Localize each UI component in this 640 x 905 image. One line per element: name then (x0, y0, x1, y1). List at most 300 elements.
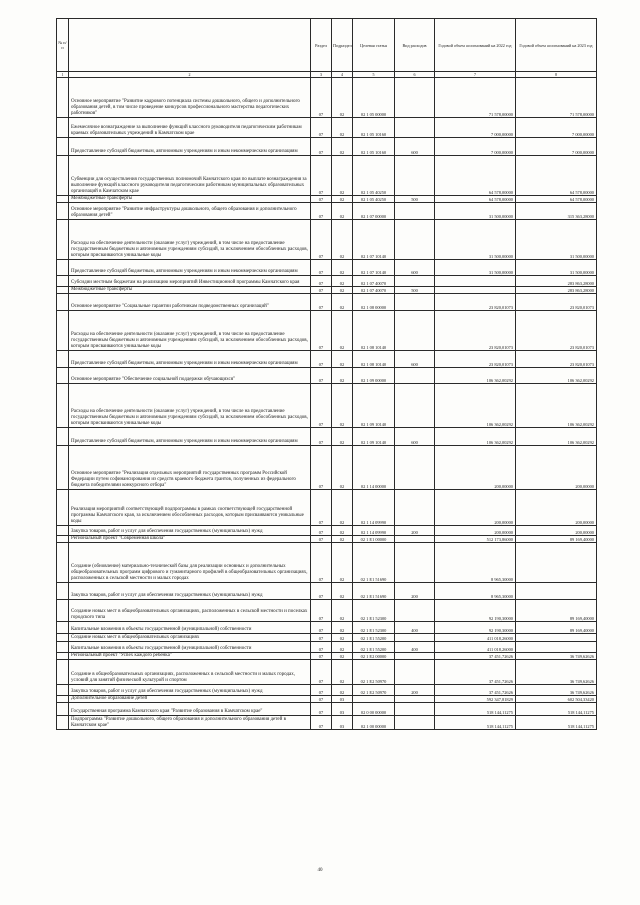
row-name-cell: Создание (обновление) материально-технической базы для реализации основных и дополнительных общеобразовательных программ цифрового и гуманитарного профилей в общеобразовательных организациях, расположенных в сельской местности и малых городах (69, 543, 311, 583)
table-row (57, 600, 597, 622)
row-name-cell: Предоставление субсидий бюджетным, автономным учреждениям и иным некоммерческим организациям (69, 138, 311, 156)
row-num-cell (57, 543, 69, 583)
row-target-cell: 02 1 E2 00000 (353, 653, 395, 660)
header-name (69, 19, 311, 72)
row-volume-2023-cell: 64 578,00000 (516, 196, 597, 203)
row-volume-2022-cell: 64 578,00000 (435, 156, 516, 196)
row-name-cell: Закупка товаров, работ и услуг для обеспечения государственных (муниципальных) нужд (69, 583, 311, 600)
header-section: Раздел (311, 19, 332, 72)
table-row (57, 490, 597, 526)
row-volume-2022-cell (435, 276, 516, 287)
row-target-cell: 02 1 05 10160 (353, 138, 395, 156)
table-row (57, 583, 597, 600)
row-volume-2022-cell: 8 965,30000 (435, 583, 516, 600)
row-volume-2022-cell: 200,00000 (435, 446, 516, 490)
row-expense-type-cell: 600 (395, 260, 435, 276)
row-expense-type-cell (395, 446, 435, 490)
row-section-cell: 07 (311, 490, 332, 526)
row-subsection-cell: 02 (332, 203, 353, 220)
table-row (57, 716, 597, 730)
row-volume-2023-cell: 36 749,62626 (516, 660, 597, 685)
row-num-cell (57, 703, 69, 716)
column-number: 2 (69, 72, 311, 78)
row-name-cell: Закупка товаров, работ и услуг для обеспечения государственных (муниципальных) нужд (69, 526, 311, 536)
row-volume-2023-cell (516, 543, 597, 583)
table-row (57, 653, 597, 660)
row-volume-2023-cell: 64 578,00000 (516, 156, 597, 196)
table-row (57, 368, 597, 384)
row-volume-2023-cell: 106 362,00292 (516, 384, 597, 428)
row-target-cell: 02 1 00 00000 (353, 716, 395, 730)
row-volume-2023-cell (516, 583, 597, 600)
row-subsection-cell: 02 (332, 685, 353, 696)
row-target-cell: 02 1 08 10140 (353, 351, 395, 368)
row-section-cell: 07 (311, 716, 332, 730)
page-number: 40 (317, 868, 323, 873)
row-num-cell (57, 583, 69, 600)
row-volume-2023-cell: 283 863,28000 (516, 287, 597, 294)
row-name-cell: Региональный проект "Успех каждого ребенка" (69, 653, 311, 660)
row-expense-type-cell (395, 118, 435, 138)
row-volume-2022-cell: 411 018,26000 (435, 634, 516, 642)
row-expense-type-cell (395, 276, 435, 287)
row-volume-2023-cell: 7 000,00000 (516, 118, 597, 138)
row-target-cell: 02 1 07 40070 (353, 276, 395, 287)
row-expense-type-cell (395, 536, 435, 543)
row-volume-2022-cell (435, 287, 516, 294)
row-volume-2022-cell: 106 362,00292 (435, 428, 516, 446)
row-name-cell: Создание новых мест в общеобразовательных организациях, расположенных в сельской местности и поселках городского типа (69, 600, 311, 622)
row-target-cell: 02 1 07 40070 (353, 287, 395, 294)
row-target-cell: 02 1 E1 51690 (353, 543, 395, 583)
row-expense-type-cell (395, 543, 435, 583)
row-section-cell: 07 (311, 78, 332, 118)
row-target-cell: 02 1 08 00000 (353, 294, 395, 311)
row-target-cell: 02 1 05 40250 (353, 156, 395, 196)
column-number: 1 (57, 72, 69, 78)
table-row (57, 526, 597, 536)
row-volume-2022-cell: 31 500,00000 (435, 220, 516, 260)
row-target-cell: 02 1 09 10140 (353, 428, 395, 446)
row-num-cell (57, 685, 69, 696)
row-num-cell (57, 653, 69, 660)
table-row (57, 220, 597, 260)
row-subsection-cell: 02 (332, 138, 353, 156)
row-num-cell (57, 220, 69, 260)
budget-table (56, 18, 597, 730)
row-expense-type-cell (395, 634, 435, 642)
row-section-cell: 07 (311, 276, 332, 287)
row-volume-2022-cell: 7 000,00000 (435, 118, 516, 138)
row-section-cell: 07 (311, 294, 332, 311)
row-volume-2022-cell: 37 451,72626 (435, 660, 516, 685)
table-row (57, 536, 597, 543)
row-volume-2022-cell: 23 820,01073 (435, 311, 516, 351)
row-section-cell: 07 (311, 368, 332, 384)
row-volume-2023-cell: 31 500,00000 (516, 260, 597, 276)
table-body (57, 78, 597, 730)
row-volume-2023-cell: 7 000,00000 (516, 138, 597, 156)
row-expense-type-cell: 200 (395, 526, 435, 536)
row-subsection-cell: 02 (332, 536, 353, 543)
row-subsection-cell: 02 (332, 384, 353, 428)
row-volume-2022-cell: 518 144,11275 (435, 703, 516, 716)
row-num-cell (57, 294, 69, 311)
row-volume-2023-cell: 23 820,01073 (516, 311, 597, 351)
row-subsection-cell: 02 (332, 118, 353, 138)
row-section-cell: 07 (311, 634, 332, 642)
row-name-cell: Межбюджетные трансферты (69, 287, 311, 294)
row-volume-2022-cell: 92 190,30000 (435, 600, 516, 622)
row-num-cell (57, 138, 69, 156)
column-number: 3 (311, 72, 332, 78)
row-section-cell: 07 (311, 642, 332, 653)
row-target-cell: 02 1 07 00000 (353, 203, 395, 220)
row-volume-2023-cell: 23 820,01073 (516, 351, 597, 368)
header-subsection: Подраздел (332, 19, 353, 72)
row-subsection-cell: 02 (332, 351, 353, 368)
row-subsection-cell: 02 (332, 78, 353, 118)
row-expense-type-cell (395, 716, 435, 730)
row-target-cell: 02 1 E1 51690 (353, 583, 395, 600)
row-name-cell: Предоставление субсидий бюджетным, автономным учреждениям и иным некоммерческим организациям (69, 428, 311, 446)
table-row (57, 156, 597, 196)
row-section-cell: 07 (311, 703, 332, 716)
row-subsection-cell: 02 (332, 294, 353, 311)
column-number: 5 (353, 72, 395, 78)
row-section-cell: 07 (311, 220, 332, 260)
header-num: № п/п (57, 19, 69, 72)
row-volume-2022-cell: 106 362,00292 (435, 384, 516, 428)
row-num-cell (57, 311, 69, 351)
row-expense-type-cell (395, 78, 435, 118)
table-row (57, 203, 597, 220)
row-volume-2023-cell (516, 642, 597, 653)
row-num-cell (57, 196, 69, 203)
row-num-cell (57, 490, 69, 526)
row-target-cell: 02 1 05 00000 (353, 78, 395, 118)
row-expense-type-cell (395, 600, 435, 622)
row-subsection-cell: 02 (332, 622, 353, 634)
row-section-cell: 07 (311, 600, 332, 622)
row-num-cell (57, 526, 69, 536)
table-row (57, 287, 597, 294)
row-volume-2023-cell: 36 749,62626 (516, 653, 597, 660)
table-row (57, 311, 597, 351)
row-subsection-cell: 02 (332, 653, 353, 660)
row-num-cell (57, 696, 69, 703)
row-target-cell: 02 1 08 10140 (353, 311, 395, 351)
row-name-cell: Региональный проект "Современная школа" (69, 536, 311, 543)
row-volume-2022-cell: 592 347,81829 (435, 696, 516, 703)
row-volume-2022-cell: 8 965,30000 (435, 543, 516, 583)
row-section-cell: 07 (311, 351, 332, 368)
row-name-cell: Реализация мероприятий соответствующей подпрограммы в рамках соответствующей государственной программы Камчатского края, за исключением обособленных расходов, которым присваиваются уникальные коды (69, 490, 311, 526)
table-row (57, 294, 597, 311)
row-num-cell (57, 660, 69, 685)
row-num-cell (57, 260, 69, 276)
row-volume-2023-cell: 89 169,40000 (516, 536, 597, 543)
row-volume-2023-cell: 23 820,01073 (516, 294, 597, 311)
row-num-cell (57, 78, 69, 118)
table-row (57, 696, 597, 703)
row-subsection-cell: 02 (332, 660, 353, 685)
row-target-cell: 02 1 07 10140 (353, 220, 395, 260)
row-subsection-cell: 02 (332, 156, 353, 196)
row-section-cell: 07 (311, 384, 332, 428)
row-num-cell (57, 351, 69, 368)
header-expense-type: Вид расходов (395, 19, 435, 72)
row-target-cell: 02 1 E1 55200 (353, 634, 395, 642)
row-section-cell: 07 (311, 203, 332, 220)
row-num-cell (57, 622, 69, 634)
row-num-cell (57, 156, 69, 196)
row-num-cell (57, 716, 69, 730)
row-name-cell: Субвенции для осуществления государственных полномочий Камчатского края по выплате вознаграждения за выполнение функций классного руководителя педагогическим работникам муниципальных образовательных организаций в Камчатском крае (69, 156, 311, 196)
row-name-cell: Создание в общеобразовательных организациях, расположенных в сельской местности и малых городах, условий для занятий физической культурой и спортом (69, 660, 311, 685)
row-expense-type-cell: 600 (395, 428, 435, 446)
row-name-cell: Основное мероприятие "Обеспечение социальной поддержки обучающихся" (69, 368, 311, 384)
table-row (57, 685, 597, 696)
row-name-cell: Ежемесячное вознаграждение за выполнение функций классного руководителя педагогическим работникам краевых образовательных учреждений в Камчатском крае (69, 118, 311, 138)
row-name-cell: Создание новых мест в общеобразовательных организациях (69, 634, 311, 642)
row-name-cell: Расходы на обеспечение деятельности (оказание услуг) учреждений, в том числе на предоставление государственным бюджетным и автономным учреждениям субсидий, за исключением обособленных расходов, которым присваиваются уникальные коды (69, 220, 311, 260)
row-num-cell (57, 446, 69, 490)
row-volume-2023-cell: 602 504,33420 (516, 696, 597, 703)
row-expense-type-cell: 200 (395, 685, 435, 696)
row-target-cell: 02 1 E1 00000 (353, 536, 395, 543)
row-volume-2022-cell: 7 000,00000 (435, 138, 516, 156)
row-name-cell: Субсидии местным бюджетам на реализацию мероприятий Инвестиционной программы Камчатского края (69, 276, 311, 287)
row-expense-type-cell (395, 653, 435, 660)
header-volume-2023: Годовой объем ассигнований на 2023 год (516, 19, 597, 72)
table-row (57, 384, 597, 428)
table-row (57, 78, 597, 118)
row-section-cell: 07 (311, 622, 332, 634)
table-row (57, 642, 597, 653)
row-expense-type-cell: 600 (395, 138, 435, 156)
table-row (57, 634, 597, 642)
table-row (57, 428, 597, 446)
row-volume-2023-cell: 200,00000 (516, 446, 597, 490)
row-volume-2022-cell: 37 451,72626 (435, 685, 516, 696)
row-subsection-cell: 02 (332, 220, 353, 260)
row-target-cell: 02 1 14 00000 (353, 446, 395, 490)
table-row (57, 703, 597, 716)
row-target-cell: 02 1 09 00000 (353, 368, 395, 384)
table-row (57, 660, 597, 685)
row-subsection-cell: 02 (332, 446, 353, 490)
row-section-cell: 07 (311, 156, 332, 196)
table-row (57, 446, 597, 490)
row-num-cell (57, 600, 69, 622)
row-num-cell (57, 642, 69, 653)
row-num-cell (57, 634, 69, 642)
row-section-cell: 07 (311, 196, 332, 203)
table-row (57, 622, 597, 634)
row-expense-type-cell (395, 311, 435, 351)
row-expense-type-cell (395, 703, 435, 716)
row-volume-2022-cell: 23 820,01073 (435, 351, 516, 368)
row-name-cell: Подпрограмма "Развитие дошкольного, общего образования и дополнительного образования детей в Камчатском крае" (69, 716, 311, 730)
header-target-article: Целевая статья (353, 19, 395, 72)
row-num-cell (57, 368, 69, 384)
table-row (57, 543, 597, 583)
row-subsection-cell: 03 (332, 716, 353, 730)
row-subsection-cell: 02 (332, 368, 353, 384)
row-volume-2023-cell: 283 863,28000 (516, 276, 597, 287)
row-expense-type-cell: 400 (395, 642, 435, 653)
row-target-cell: 02 1 E1 52300 (353, 600, 395, 622)
row-expense-type-cell: 500 (395, 287, 435, 294)
row-target-cell: 02 1 E2 50970 (353, 660, 395, 685)
row-num-cell (57, 203, 69, 220)
row-volume-2022-cell: 200,00000 (435, 526, 516, 536)
row-section-cell: 07 (311, 260, 332, 276)
row-target-cell: 02 1 E1 52300 (353, 622, 395, 634)
table-row (57, 118, 597, 138)
row-target-cell (353, 696, 395, 703)
row-subsection-cell: 02 (332, 600, 353, 622)
row-expense-type-cell (395, 490, 435, 526)
row-subsection-cell: 02 (332, 260, 353, 276)
row-volume-2022-cell: 37 451,72626 (435, 653, 516, 660)
row-section-cell: 07 (311, 696, 332, 703)
row-name-cell: Межбюджетные трансферты (69, 196, 311, 203)
row-volume-2023-cell: 315 363,28000 (516, 203, 597, 220)
row-section-cell: 07 (311, 428, 332, 446)
row-target-cell: 02 1 07 10140 (353, 260, 395, 276)
row-volume-2023-cell: 518 144,11275 (516, 716, 597, 730)
row-subsection-cell: 03 (332, 696, 353, 703)
row-volume-2022-cell: 106 362,00292 (435, 368, 516, 384)
row-name-cell: Предоставление субсидий бюджетным, автономным учреждениям и иным некоммерческим организациям (69, 260, 311, 276)
column-number: 4 (332, 72, 353, 78)
row-volume-2022-cell: 411 018,26000 (435, 642, 516, 653)
row-section-cell: 07 (311, 446, 332, 490)
row-name-cell: Капитальные вложения в объекты государственной (муниципальной) собственности (69, 622, 311, 634)
row-target-cell: 02 1 E2 50970 (353, 685, 395, 696)
row-section-cell: 07 (311, 653, 332, 660)
row-section-cell: 07 (311, 311, 332, 351)
table-row (57, 351, 597, 368)
row-name-cell: Основное мероприятие "Развитие кадрового потенциала системы дошкольного, общего и дополнительного образования детей, в том числе проведение конкурсов профессионального мастерства педагогических работников" (69, 78, 311, 118)
row-target-cell: 02 1 09 10140 (353, 384, 395, 428)
row-volume-2022-cell: 200,00000 (435, 490, 516, 526)
table-row (57, 138, 597, 156)
table-row (57, 276, 597, 287)
row-section-cell: 07 (311, 583, 332, 600)
row-volume-2022-cell: 512 173,86000 (435, 536, 516, 543)
row-subsection-cell: 02 (332, 543, 353, 583)
column-number: 7 (435, 72, 516, 78)
row-section-cell: 07 (311, 543, 332, 583)
column-number: 8 (516, 72, 597, 78)
row-num-cell (57, 118, 69, 138)
row-num-cell (57, 428, 69, 446)
row-target-cell: 02 1 05 10160 (353, 118, 395, 138)
row-expense-type-cell: 400 (395, 622, 435, 634)
row-volume-2022-cell: 23 820,01073 (435, 294, 516, 311)
row-num-cell (57, 536, 69, 543)
row-volume-2023-cell: 36 749,62626 (516, 685, 597, 696)
row-expense-type-cell: 500 (395, 196, 435, 203)
row-section-cell: 07 (311, 118, 332, 138)
row-expense-type-cell (395, 384, 435, 428)
table-row (57, 260, 597, 276)
row-name-cell: Предоставление субсидий бюджетным, автономным учреждениям и иным некоммерческим организациям (69, 351, 311, 368)
row-section-cell: 07 (311, 660, 332, 685)
row-section-cell: 07 (311, 685, 332, 696)
row-expense-type-cell (395, 156, 435, 196)
table-header-row (57, 19, 597, 72)
row-name-cell: Закупка товаров, работ и услуг для обеспечения государственных (муниципальных) нужд (69, 685, 311, 696)
row-volume-2023-cell: 31 500,00000 (516, 220, 597, 260)
row-volume-2023-cell: 71 578,00000 (516, 78, 597, 118)
row-name-cell: Капитальные вложения в объекты государственной (муниципальной) собственности (69, 642, 311, 653)
row-subsection-cell: 02 (332, 428, 353, 446)
row-expense-type-cell (395, 220, 435, 260)
row-subsection-cell: 02 (332, 276, 353, 287)
row-expense-type-cell (395, 203, 435, 220)
row-section-cell: 07 (311, 536, 332, 543)
row-name-cell: Государственная программа Камчатского края "Развитие образования в Камчатском крае" (69, 703, 311, 716)
row-volume-2023-cell: 106 362,00292 (516, 428, 597, 446)
row-target-cell: 02 1 14 09990 (353, 526, 395, 536)
row-volume-2023-cell: 200,00000 (516, 526, 597, 536)
row-subsection-cell: 02 (332, 583, 353, 600)
row-num-cell (57, 384, 69, 428)
row-volume-2023-cell: 89 169,40000 (516, 622, 597, 634)
row-subsection-cell: 02 (332, 634, 353, 642)
table-row (57, 196, 597, 203)
row-expense-type-cell (395, 368, 435, 384)
row-num-cell (57, 287, 69, 294)
row-volume-2023-cell: 518 144,11275 (516, 703, 597, 716)
row-subsection-cell: 02 (332, 642, 353, 653)
row-volume-2022-cell: 64 578,00000 (435, 196, 516, 203)
row-volume-2022-cell: 31 500,00000 (435, 203, 516, 220)
row-subsection-cell: 02 (332, 287, 353, 294)
row-name-cell: Основное мероприятие "Развитие инфраструктуры дошкольного, общего образования и дополнительного образования детей" (69, 203, 311, 220)
row-target-cell: 02 1 E1 55200 (353, 642, 395, 653)
row-name-cell: Основное мероприятие "Социальные гарантии работникам подведомственных организаций" (69, 294, 311, 311)
row-subsection-cell: 02 (332, 311, 353, 351)
row-section-cell: 07 (311, 526, 332, 536)
row-name-cell: Расходы на обеспечение деятельности (оказание услуг) учреждений, в том числе на предоставление государственным бюджетным и автономным учреждениям субсидий, за исключением обособленных расходов, которым присваиваются уникальные коды (69, 384, 311, 428)
row-expense-type-cell (395, 294, 435, 311)
row-target-cell: 02 1 05 40250 (353, 196, 395, 203)
row-expense-type-cell (395, 696, 435, 703)
row-expense-type-cell: 200 (395, 583, 435, 600)
row-volume-2022-cell: 518 144,11275 (435, 716, 516, 730)
row-section-cell: 07 (311, 138, 332, 156)
row-name-cell: Основное мероприятие "Реализация отдельных мероприятий государственных программ Российской Федерации путем софинансирования из средств краевого бюджета грантов, полученных из федерального бюджета победителями конкурсного отбора" (69, 446, 311, 490)
row-volume-2023-cell: 89 169,40000 (516, 600, 597, 622)
row-volume-2022-cell: 92 190,30000 (435, 622, 516, 634)
row-subsection-cell: 03 (332, 703, 353, 716)
row-name-cell: Расходы на обеспечение деятельности (оказание услуг) учреждений, в том числе на предоставление государственным бюджетным и автономным учреждениям субсидий, за исключением обособленных расходов, которым присваиваются уникальные коды (69, 311, 311, 351)
row-subsection-cell: 02 (332, 526, 353, 536)
row-volume-2022-cell: 71 578,00000 (435, 78, 516, 118)
row-num-cell (57, 276, 69, 287)
row-subsection-cell: 02 (332, 196, 353, 203)
row-subsection-cell: 02 (332, 490, 353, 526)
row-expense-type-cell: 600 (395, 351, 435, 368)
row-target-cell: 02 0 00 00000 (353, 703, 395, 716)
row-volume-2023-cell (516, 634, 597, 642)
row-section-cell: 07 (311, 287, 332, 294)
